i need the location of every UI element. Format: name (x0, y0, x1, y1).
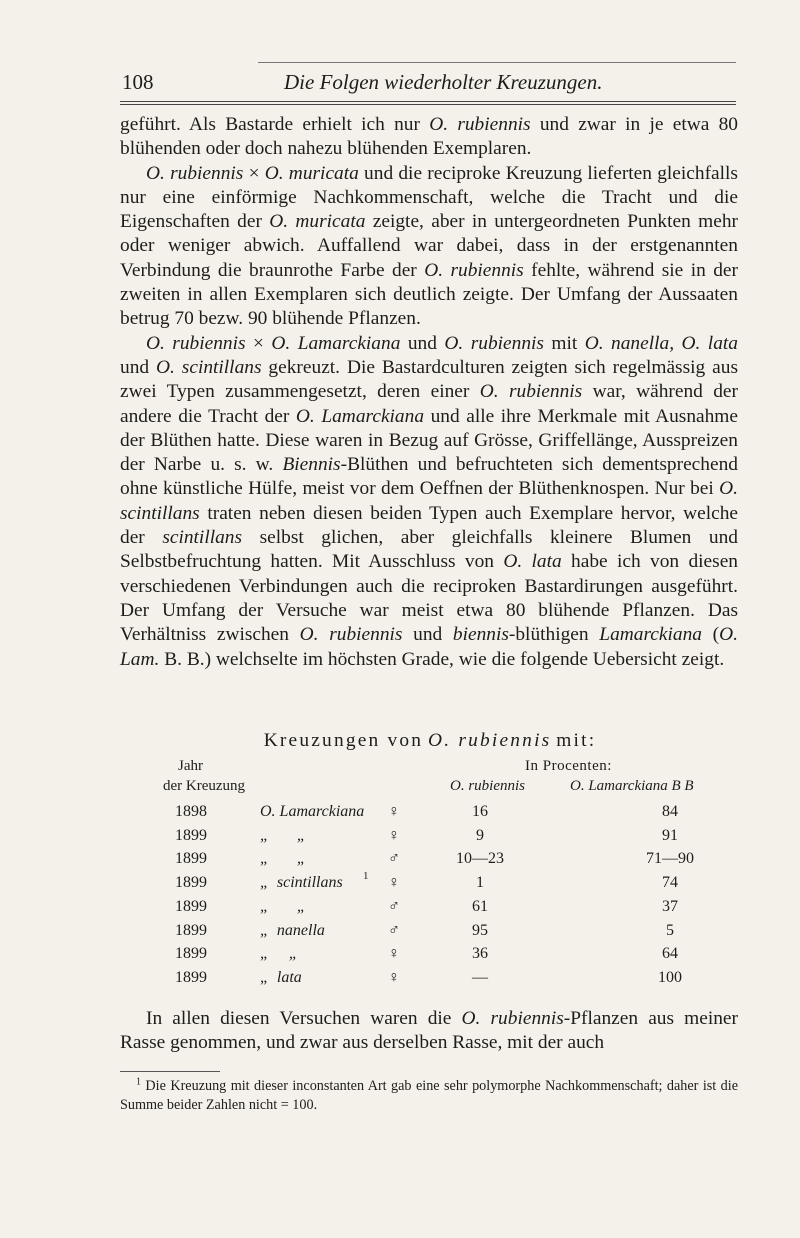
running-title: Die Folgen wiederholter Kreuzungen. (284, 70, 603, 94)
row-lamarckiana-percent: 74 (662, 874, 678, 892)
paragraph-3: O. rubiennis × O. Lamarckiana und O. rubiennis mit O. nanella, O. lata und O. scintillans gekreuzt. Die Bastardculturen zeigten sich regelmässig aus zwei Typen zusammengesetzt, deren einer O. rubiennis war, während der andere die Tracht der O. Lamarckiana und alle ihre Merkmale mit Ausnahme der Blüthen hatte. Diese waren in Bezug auf Grösse, Griffellänge, Ausspreizen der Narbe u. s. w. Biennis-Blüthen und befruchteten sich dementsprechend ohne künstliche Hülfe, meist vor dem Oeffnen der Blüthenknospen. Nur bei O. scintillans traten neben diesen beiden Typen auch Exemplare hervor, welche der scintillans selbst glichen, aber gleichfalls kleinere Blumen und Selbstbefruchtung hatten. Mit Ausschluss von O. lata habe ich von diesen verschiedenen Verbindungen auch die reciproken Bastardirungen ausgeführt. Der Umfang der Versuche war meist etwa 80 blühende Pflanzen. Das Verhältniss zwischen O. rubiennis und biennis-blüthigen Lamarckiana (O. Lam. B. B.) welchselte im höchsten Grade, wie die folgende Uebersicht zeigt. (120, 332, 739, 670)
footnote-rule (120, 1071, 220, 1072)
row-rubiennis-percent: 10—23 (456, 850, 504, 868)
row-sex-symbol: ♂ (388, 921, 400, 939)
row-rubiennis-percent: 95 (472, 921, 488, 939)
row-lamarckiana-percent: 37 (662, 897, 678, 915)
row-variety: O. Lamarckiana (260, 803, 365, 820)
row-rubiennis-percent: 16 (472, 803, 488, 820)
paragraph-1: geführt. Als Bastarde erhielt ich nur O. rubiennis und zwar in je etwa 80 blühenden oder doch nahezu blühenden Exemplaren. (120, 114, 738, 160)
header-rule-second (120, 104, 736, 105)
page-header (122, 70, 736, 100)
footnote-text: Die Kreuzung mit dieser inconstanten Art gab eine sehr polymorphe Nachkommenschaft; daher ist die Summe beider Zahlen nicht = 100. (120, 1078, 738, 1113)
row-rubiennis-percent: — (472, 968, 488, 986)
row-year: 1899 (175, 897, 207, 915)
row-sex-symbol: ♂ (388, 897, 400, 915)
row-lamarckiana-percent: 71—90 (646, 850, 694, 868)
row-rubiennis-percent: 61 (472, 897, 488, 915)
header-crossing: der Kreuzung (163, 778, 246, 794)
row-sex-symbol: ♀ (388, 826, 400, 844)
header-year: Jahr (178, 758, 203, 774)
table-title: Kreuzungen von O. rubiennis mit: (263, 730, 597, 751)
row-variety: „ „ (260, 850, 306, 868)
row-lamarckiana-percent: 84 (662, 803, 678, 820)
row-rubiennis-percent: 36 (472, 945, 488, 963)
page-number: 108 (122, 70, 154, 94)
row-lamarckiana-percent: 64 (662, 945, 678, 963)
row-year: 1899 (175, 850, 207, 868)
row-rubiennis-percent: 1 (476, 874, 484, 892)
row-rubiennis-percent: 9 (476, 826, 484, 844)
footnote (120, 1077, 738, 1114)
row-year: 1899 (175, 968, 207, 986)
header-percent: In Procenten: (525, 758, 612, 774)
top-rule (258, 62, 736, 63)
row-lamarckiana-percent: 100 (658, 968, 682, 986)
row-sex-symbol: ♀ (388, 803, 400, 820)
row-year: 1899 (175, 945, 207, 963)
row-lamarckiana-percent: 5 (666, 921, 674, 939)
row-year: 1898 (175, 803, 207, 820)
continuation-paragraph: In allen diesen Versuchen waren die O. rubiennis-Pflanzen aus meiner Rasse genommen, und zwar aus derselben Rasse, mit der auch (120, 1008, 738, 1054)
row-variety: „ „ (260, 897, 306, 915)
row-lamarckiana-percent: 91 (662, 826, 678, 844)
row-year: 1899 (175, 826, 207, 844)
row-variety: „ nanella (260, 921, 325, 939)
row-sex-symbol: ♂ (388, 850, 400, 868)
row-sex-symbol: ♀ (388, 874, 400, 892)
footnote-mark: 1 (136, 1076, 141, 1088)
paragraph-2: O. rubiennis × O. muricata und die reciproke Kreuzung lieferten gleichfalls nur eine einförmige Nachkommenschaft, welche die Tracht und die Eigenschaften der O. muricata zeigte, aber in untergeordneten Punkten mehr oder weniger abwich. Auffallend war dabei, dass in der erstgenannten Verbindung die braunrothe Farbe der O. rubiennis fehlte, während sie in der zweiten in allen Exemplaren sich deutlich zeigte. Der Umfang der Aussaaten betrug 70 bezw. 90 blühende Pflanzen. (120, 162, 738, 330)
row-variety: „ „ (260, 945, 298, 963)
row-variety: „ lata (260, 968, 302, 986)
row-year: 1899 (175, 921, 207, 939)
row-variety: „ „ (260, 826, 306, 844)
header-rule (120, 101, 736, 102)
row-year: 1899 (175, 874, 207, 892)
row-sex-symbol: ♀ (388, 968, 400, 986)
row-sex-symbol: ♀ (388, 945, 400, 963)
header-lamarckiana: O. Lamarckiana B B (570, 778, 694, 794)
book-page: 108 Die Folgen wiederholter Kreuzungen. geführt. Als Bastarde erhielt ich nur O. rubiennis und zwar in je etwa 80 blühenden oder doch nahezu blühenden Exemplaren. O. rubiennis × O. muricata und die reciproke Kreuzung lieferten gleichfalls nur eine einförmige Nachkommenschaft, welche die Tracht und die Eigenschaften der O. muricata zeigte, aber in untergeordneten Punkten mehr oder weniger abwich. Auffallend war dabei, dass in der erstgenannten Verbindung die braunrothe Farbe der O. rubiennis fehlte, während sie in der zweiten in allen Exemplaren sich deutlich zeigte. Der Umfang der Aussaaten betrug 70 bezw. 90 blühende Pflanzen. O. rubiennis × O. Lamarckiana und O. rubiennis mit O. nanella, O. lata und O. scintillans gekreuzt. Die Bastardculturen zeigten sich regelmässig aus zwei Typen zusammengesetzt, deren einer O. rubiennis war, während der andere die Tracht der O. Lamarckiana und alle ihre Merkmale mit Ausnahme der Blüthen hatte. Diese waren in Bezug auf Grösse, Griffellänge, Ausspreizen der Narbe u. s. w. Biennis-Blüthen und befruchteten sich dementsprechend ohne künstliche Hülfe, meist vor dem Oeffnen der Blüthenknospen. Nur bei O. scintillans traten neben diesen beiden Typen auch Exemplare hervor, welche der scintillans selbst glichen, aber gleichfalls kleinere Blumen und Selbstbefruchtung hatten. Mit Ausschluss von O. lata habe ich von diesen verschiedenen Verbindungen auch die reciproken Bastardirungen ausgeführt. Der Umfang der Versuche war meist etwa 80 blühende Pflanzen. Das Verhältniss zwischen O. rubiennis und biennis-blüthigen Lamarckiana (O. Lam. B. B.) welchselte im höchsten Grade, wie die folgende Uebersicht zeigt. Kreuzungen von O. rubiennis mit: Jahr der Kreuzung In Procenten: O. rubiennis O. Lamarckiana B B 1898 O. Lamarckiana ♀ 16 84 1899 „ „ ♀ 9 91 1899 „ „ ♂ 10—23 71—90 1899 „ scintillans 1 ♀ 1 74 1899 „ „ ♂ 61 37 1899 „ nanella ♂ 95 5 1899 „ „ ♀ 36 64 1899 „ lata ♀ — 100 In allen diesen Versuchen waren die O. rubiennis-Pflanzen aus meiner Rasse genommen, und zwar aus derselben Rasse, mit der auch $^1$ Die Kreuzung mit dieser inconstanten Art gab eine sehr polymorphe Nachkommenschaft; daher ist die Summe beider Zahlen nicht = 100. (0, 0, 800, 1238)
main-text (120, 113, 738, 672)
row-variety: „ scintillans (260, 874, 343, 892)
header-rubiennis: O. rubiennis (450, 778, 525, 794)
